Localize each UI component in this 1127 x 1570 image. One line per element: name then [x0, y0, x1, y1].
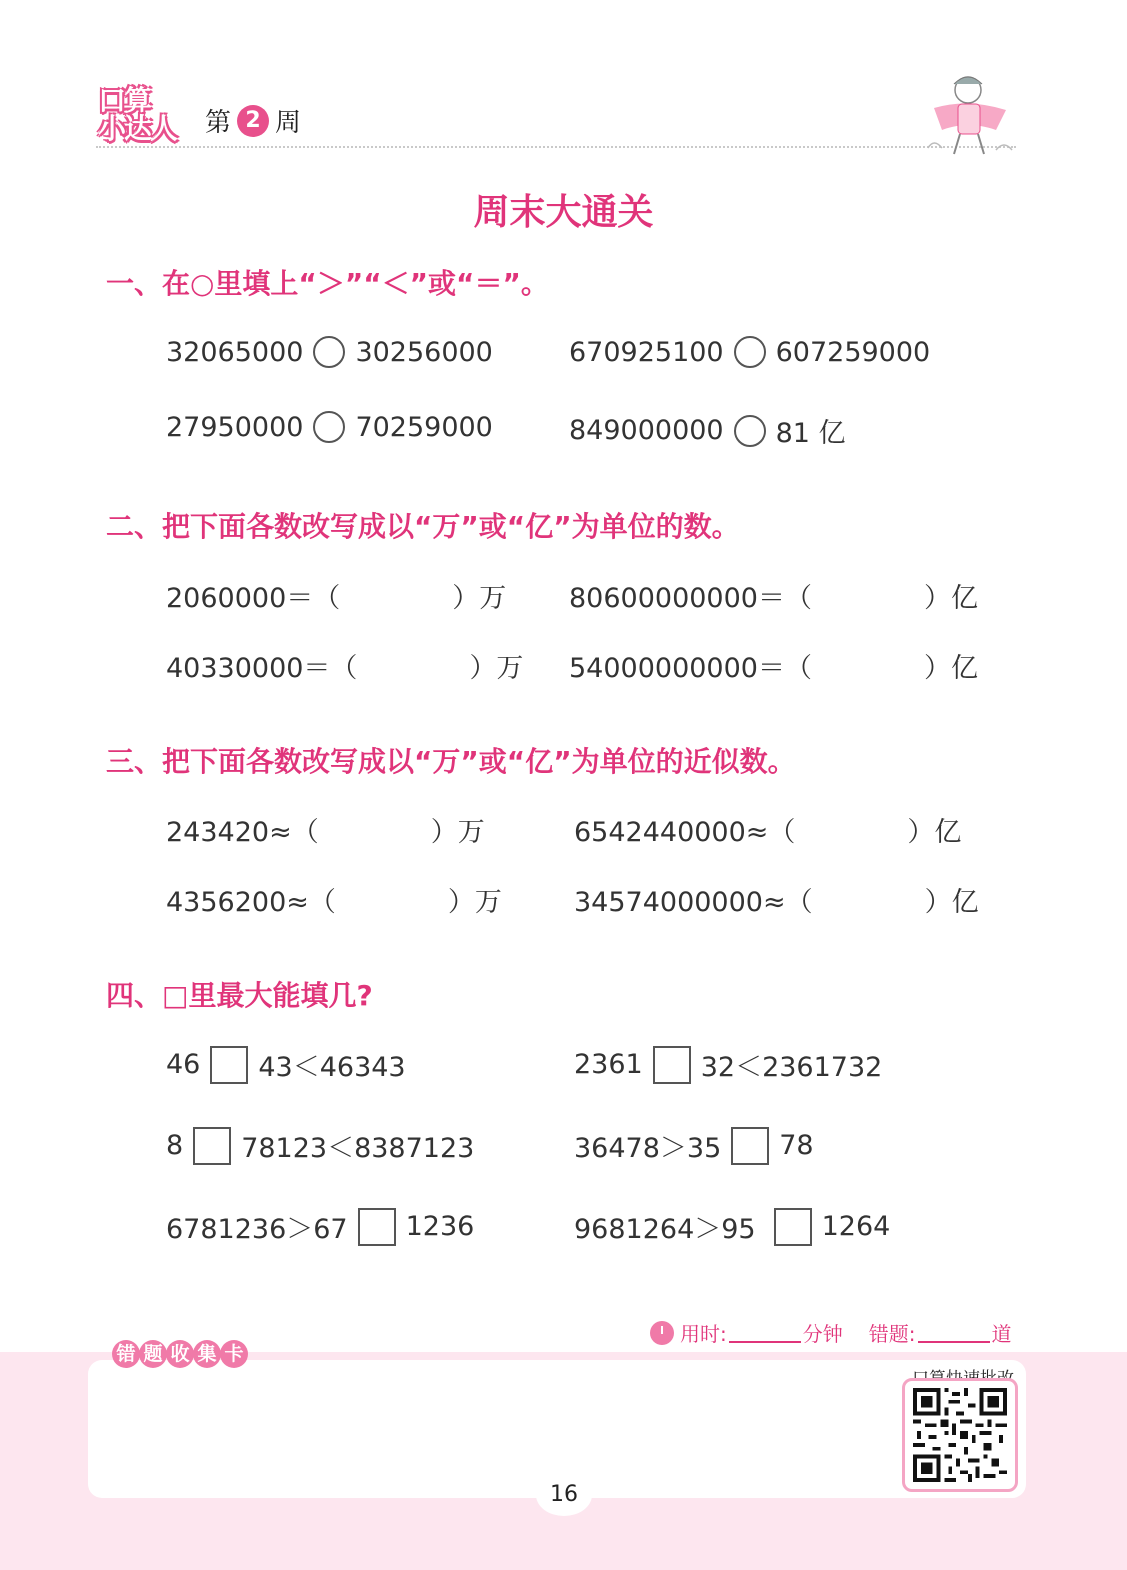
compare-item: [166, 411, 493, 443]
digit-after: 78: [779, 1130, 814, 1161]
badge-char: 错: [112, 1340, 140, 1368]
rewrite-number: 80600000000＝（: [569, 583, 812, 614]
section3-heading: 三、把下面各数改写成以“万”或“亿”为单位的近似数。: [106, 745, 796, 778]
digit-after: 1264: [821, 1211, 891, 1242]
approx-number: 6542440000≈（: [574, 817, 796, 848]
header-divider: [96, 146, 1016, 148]
answer-circle[interactable]: [313, 336, 345, 368]
approx-item: [574, 810, 961, 849]
digit-before: 36478＞35: [574, 1133, 722, 1164]
approx-unit: ）万: [430, 817, 485, 848]
timing-record: [650, 1318, 1012, 1347]
compare-right: 30256000: [355, 336, 493, 368]
clock-icon: [650, 1321, 674, 1345]
approx-unit: ）万: [447, 887, 502, 918]
digit-before: 8: [166, 1130, 184, 1161]
approx-item: [574, 880, 979, 919]
approx-number: 34574000000≈（: [574, 887, 813, 918]
mascot-illustration: [920, 68, 1020, 160]
compare-right: 607259000: [775, 336, 931, 368]
digit-after: 1236: [405, 1211, 475, 1242]
badge-char: 集: [193, 1340, 221, 1368]
digit-after: 32＜2361732: [700, 1052, 883, 1083]
logo-line1: 口算: [98, 84, 151, 117]
answer-box[interactable]: [358, 1208, 396, 1246]
errors-blank[interactable]: [918, 1323, 990, 1343]
rewrite-item: [569, 646, 978, 685]
badge-char: 题: [139, 1340, 167, 1368]
approx-unit: ）亿: [907, 817, 962, 848]
compare-item: [569, 336, 930, 368]
answer-box[interactable]: [774, 1208, 812, 1246]
logo-line2: 小达人: [98, 112, 177, 145]
answer-box[interactable]: [731, 1127, 769, 1165]
rewrite-item: [569, 576, 978, 615]
section1-heading: 一、在○里填上“＞”“＜”或“＝”。: [106, 267, 549, 300]
compare-item: [569, 411, 846, 450]
compare-right: 70259000: [355, 411, 493, 443]
answer-box[interactable]: [193, 1127, 231, 1165]
digit-before: 46: [166, 1049, 201, 1080]
compare-left: 32065000: [166, 336, 304, 368]
section2-heading: 二、把下面各数改写成以“万”或“亿”为单位的数。: [106, 510, 740, 543]
logo-badge: [96, 86, 178, 150]
week-suffix: 周: [275, 108, 302, 138]
answer-circle[interactable]: [734, 415, 766, 447]
answer-box[interactable]: [210, 1046, 248, 1084]
digit-item: [166, 1126, 474, 1165]
digit-item: [574, 1045, 882, 1084]
count-label: 道: [991, 1322, 1012, 1346]
section4-heading: 四、□里最大能填几?: [106, 979, 373, 1012]
week-prefix: 第: [205, 108, 232, 138]
digit-after: 78123＜8387123: [241, 1133, 475, 1164]
answer-circle[interactable]: [313, 411, 345, 443]
digit-item: [166, 1045, 406, 1084]
approx-item: [166, 810, 485, 849]
answer-box[interactable]: [653, 1046, 691, 1084]
digit-after: 43＜46343: [258, 1052, 406, 1083]
rewrite-unit: ）亿: [923, 653, 978, 684]
qr-code[interactable]: [912, 1388, 1008, 1482]
compare-left: 849000000: [569, 415, 724, 446]
digit-item: [574, 1126, 814, 1165]
time-blank[interactable]: [729, 1323, 801, 1343]
digit-item: [574, 1207, 890, 1246]
error-card-badge: [112, 1340, 247, 1368]
answer-circle[interactable]: [734, 336, 766, 368]
errors-label: 错题:: [868, 1322, 916, 1346]
compare-left: 670925100: [569, 336, 724, 368]
approx-number: 243420≈（: [166, 817, 319, 848]
rewrite-number: 54000000000＝（: [569, 653, 812, 684]
digit-before: 6781236＞67: [166, 1214, 348, 1245]
week-number: 2: [237, 105, 269, 137]
rewrite-unit: ）万: [452, 583, 507, 614]
page-title: 周末大通关: [473, 192, 654, 233]
digit-before: 2361: [574, 1049, 643, 1080]
rewrite-item: [166, 576, 506, 615]
approx-item: [166, 880, 502, 919]
week-label: [205, 102, 301, 139]
rewrite-number: 2060000＝（: [166, 583, 341, 614]
digit-before: 9681264＞95: [574, 1214, 756, 1245]
rewrite-item: [166, 646, 523, 685]
rewrite-unit: ）万: [469, 653, 524, 684]
page-number: 16: [550, 1482, 578, 1507]
approx-unit: ）亿: [924, 887, 979, 918]
digit-item: [166, 1207, 474, 1246]
time-label: 用时:: [680, 1322, 727, 1346]
compare-left: 27950000: [166, 411, 304, 443]
minutes-label: 分钟: [802, 1322, 843, 1346]
rewrite-unit: ）亿: [923, 583, 978, 614]
badge-char: 卡: [220, 1340, 248, 1368]
rewrite-number: 40330000＝（: [166, 653, 358, 684]
compare-right: 81 亿: [775, 418, 846, 449]
compare-item: [166, 336, 493, 368]
approx-number: 4356200≈（: [166, 887, 336, 918]
badge-char: 收: [166, 1340, 194, 1368]
